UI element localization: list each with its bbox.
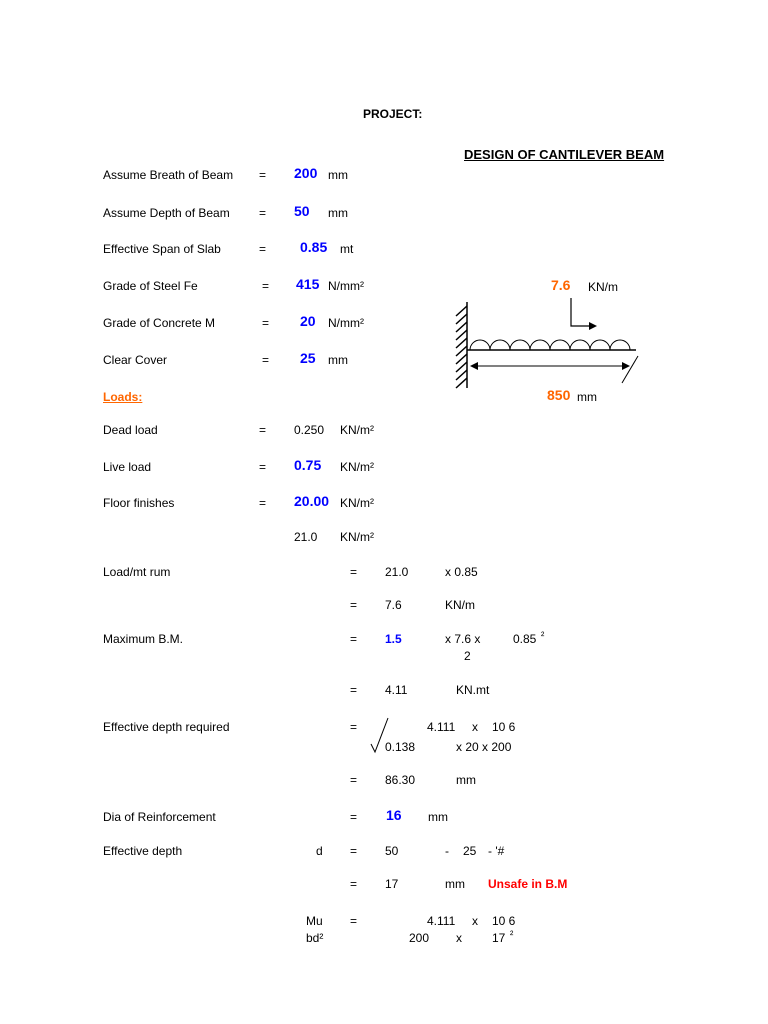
load-rum-result: 7.6 (385, 598, 402, 612)
total-load-unit: KN/m² (340, 530, 374, 544)
live-load-label: Live load (103, 460, 152, 474)
equals-sign: = (350, 565, 358, 579)
depth-unit: mm (328, 206, 348, 220)
equals-sign: = (262, 353, 270, 367)
equals-sign: = (259, 496, 267, 510)
eff-depth-minus: - (445, 844, 449, 858)
eff-depth-tail: - '# (488, 844, 505, 858)
equals-sign: = (350, 598, 358, 612)
mu-den1: 200 (409, 931, 430, 945)
mu-bottom: bd² (306, 931, 324, 945)
floor-finish-label: Floor finishes (103, 496, 175, 510)
span-label: Effective Span of Slab (103, 242, 221, 256)
diagram-span-value: 850 (547, 387, 571, 403)
load-rum-value: 21.0 (385, 565, 409, 579)
equals-sign: = (259, 460, 267, 474)
equals-sign: = (259, 242, 267, 256)
dead-load-label: Dead load (103, 423, 158, 437)
diagram-load-unit: KN/m (588, 280, 618, 294)
eff-depth-result-unit: mm (445, 877, 465, 891)
eff-depth-v1: 50 (385, 844, 399, 858)
span-value: 0.85 (300, 239, 328, 255)
concrete-unit: N/mm² (328, 316, 364, 330)
equals-sign: = (350, 914, 358, 928)
dead-load-value: 0.250 (294, 423, 325, 437)
max-bm-expr: x 7.6 x (445, 632, 481, 646)
eff-depth-req-x: x (472, 720, 478, 734)
eff-depth-symbol: d (316, 844, 323, 858)
eff-depth-req-num2: 10 6 (492, 720, 516, 734)
eff-depth-req-den-rest: x 20 x 200 (456, 740, 512, 754)
equals-sign: = (262, 279, 270, 293)
equals-sign: = (259, 206, 267, 220)
concrete-value: 20 (300, 313, 316, 329)
status-badge: Unsafe in B.M (488, 877, 568, 891)
eff-depth-label: Effective depth (103, 844, 183, 858)
bm-result-value: 4.11 (385, 683, 408, 697)
floor-finish-value: 20.00 (294, 493, 330, 509)
max-bm-square: ² (541, 631, 545, 642)
total-load-value: 21.0 (294, 530, 318, 544)
eff-depth-req-num1: 4.111 (427, 720, 456, 734)
equals-sign: = (350, 632, 358, 646)
bm-result-unit: KN.mt (456, 683, 490, 697)
max-bm-factor: 1.5 (385, 632, 402, 646)
mu-x2: x (456, 931, 462, 945)
equals-sign: = (259, 423, 267, 437)
mu-num1: 4.111 (427, 914, 456, 928)
eff-depth-req-result-unit: mm (456, 773, 476, 787)
depth-label: Assume Depth of Beam (103, 206, 230, 220)
diagram-span-unit: mm (577, 390, 597, 404)
eff-depth-v2: 25 (463, 844, 477, 858)
breadth-unit: mm (328, 168, 348, 182)
mu-num2: 10 6 (492, 914, 516, 928)
steel-value: 415 (296, 276, 320, 292)
steel-label: Grade of Steel Fe (103, 279, 198, 293)
cover-label: Clear Cover (103, 353, 168, 367)
equals-sign: = (262, 316, 270, 330)
mu-den2: 17 (492, 931, 506, 945)
cover-unit: mm (328, 353, 348, 367)
breadth-value: 200 (294, 165, 318, 181)
dead-load-unit: KN/m² (340, 423, 374, 437)
max-bm-span: 0.85 (513, 632, 537, 646)
eff-depth-req-result: 86.30 (385, 773, 416, 787)
equals-sign: = (350, 773, 358, 787)
loads-heading: Loads: (103, 390, 143, 404)
equals-sign: = (259, 168, 267, 182)
eff-depth-result: 17 (385, 877, 399, 891)
cover-value: 25 (300, 350, 316, 366)
load-rum-result-unit: KN/m (445, 598, 475, 612)
mu-square: ² (510, 930, 514, 941)
live-load-unit: KN/m² (340, 460, 374, 474)
equals-sign: = (350, 720, 358, 734)
load-rum-label: Load/mt rum (103, 565, 171, 579)
max-bm-denominator: 2 (464, 649, 471, 663)
max-bm-label: Maximum B.M. (103, 632, 184, 646)
equals-sign: = (350, 877, 358, 891)
eff-depth-req-label: Effective depth required (103, 720, 230, 734)
concrete-label: Grade of Concrete M (103, 316, 216, 330)
live-load-value: 0.75 (294, 457, 322, 473)
load-rum-mult: x 0.85 (445, 565, 478, 579)
eff-depth-req-den1: 0.138 (385, 740, 416, 754)
project-label: PROJECT: (363, 107, 423, 121)
steel-unit: N/mm² (328, 279, 364, 293)
floor-finish-unit: KN/m² (340, 496, 374, 510)
page-title: DESIGN OF CANTILEVER BEAM (464, 147, 665, 162)
diagram-load-value: 7.6 (551, 277, 571, 293)
equals-sign: = (350, 844, 358, 858)
equals-sign: = (350, 810, 358, 824)
breadth-label: Assume Breath of Beam (103, 168, 234, 182)
dia-value: 16 (386, 807, 402, 823)
mu-top: Mu (306, 914, 323, 928)
depth-value: 50 (294, 203, 310, 219)
mu-x1: x (472, 914, 478, 928)
equals-sign: = (350, 683, 358, 697)
dia-label: Dia of Reinforcement (103, 810, 216, 824)
dia-unit: mm (428, 810, 448, 824)
span-unit: mt (340, 242, 354, 256)
